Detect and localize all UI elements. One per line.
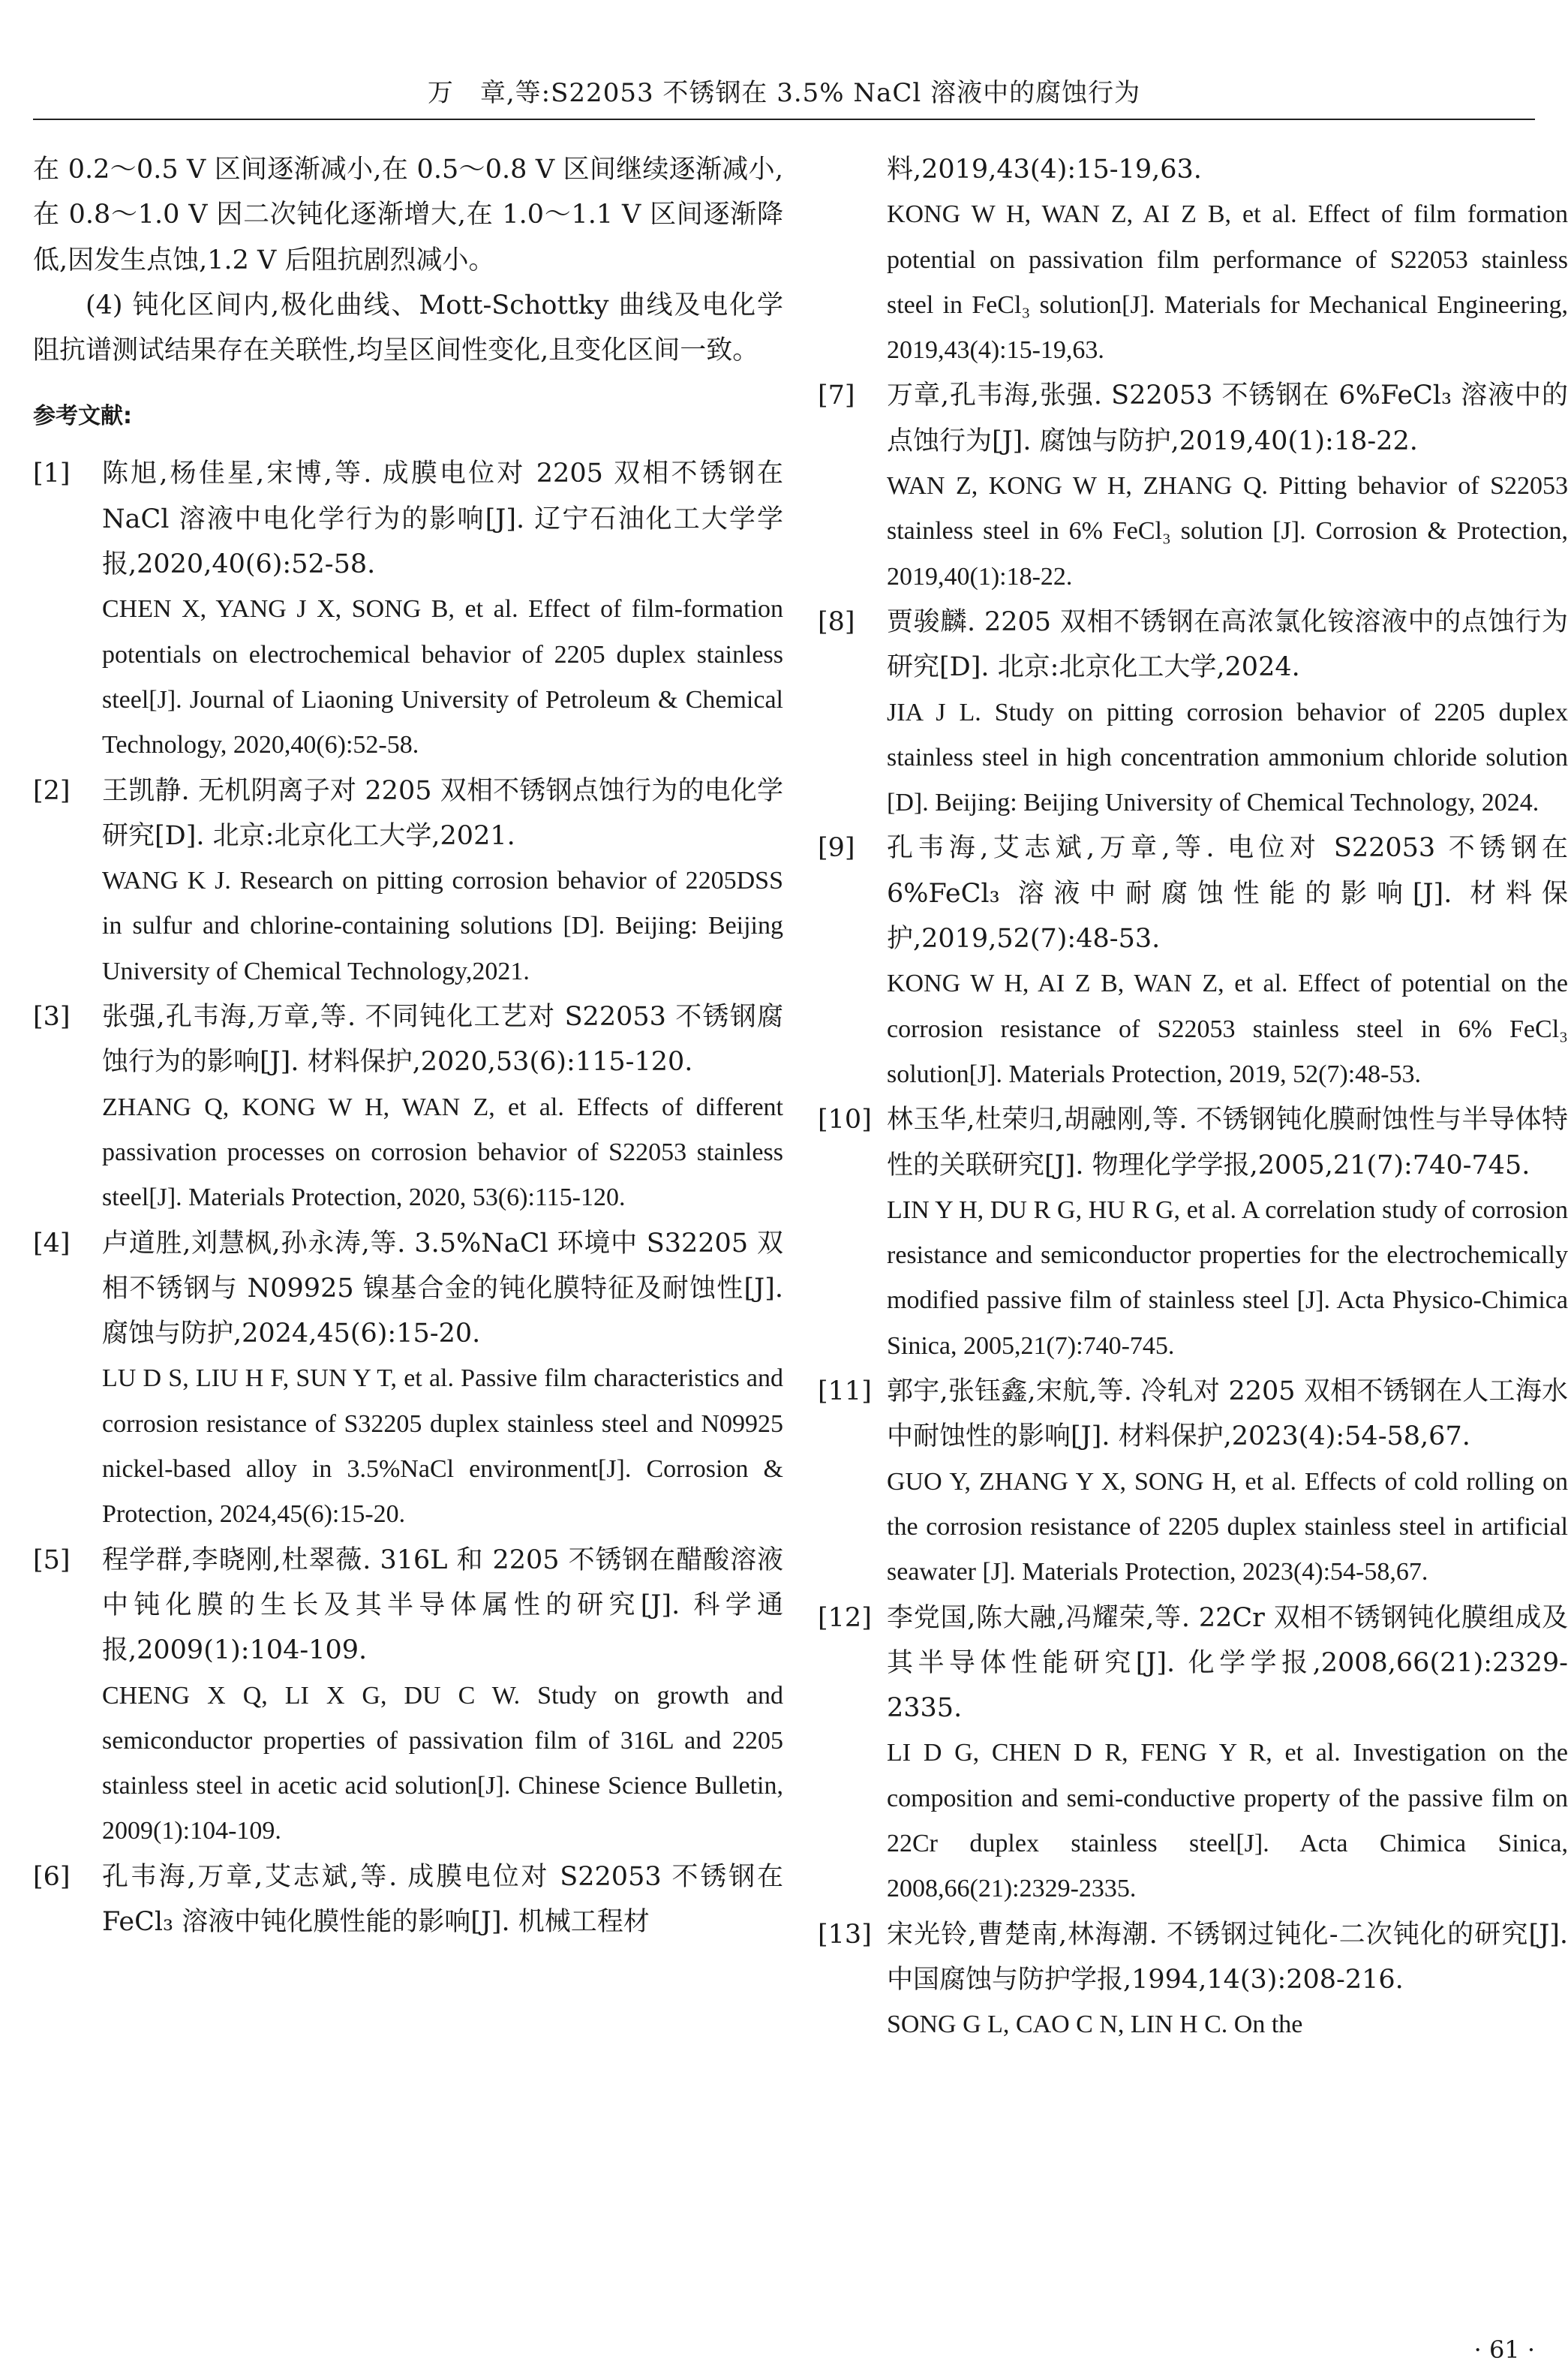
reference-number: [9]	[818, 833, 855, 864]
reference-en: LU D S, LIU H F, SUN Y T, et al. Passive film characteristics and corrosion resistance of S32205 duplex stainless steel and N09925 nickel-based alloy in 3.5%NaCl environment[J]. Corrosion & Protection, 2024,45(6):15-20.	[102, 1364, 783, 1529]
reference-number: [8]	[818, 606, 855, 637]
reference-number: [12]	[818, 1602, 872, 1633]
reference-cn: 卢道胜,刘慧枫,孙永涛,等. 3.5%NaCl 环境中 S32205 双相不锈钢与 N09925 镍基合金的钝化膜特征及耐蚀性[J]. 腐蚀与防护,2024,45(6):15-20.	[102, 1228, 783, 1349]
reference-en: CHENG X Q, LI X G, DU C W. Study on growth and semiconductor properties of passivation film of 316L and 2205 stainless steel in acetic acid solution[J]. Chinese Science Bulletin, 2009(1):104-109.	[102, 1681, 783, 1845]
reference-en: LI D G, CHEN D R, FENG Y R, et al. Investigation on the composition and semi-conductive property of the passive film on 22Cr duplex stainless steel[J]. Acta Chimica Sinica, 2008,66(21):2329-2335.	[887, 1739, 1568, 1903]
reference-number: [13]	[818, 1919, 872, 1950]
reference-2	[33, 768, 783, 994]
page-number: · 61 ·	[1473, 2335, 1535, 2364]
reference-en: WAN Z, KONG W H, ZHANG Q. Pitting behavior of S22053 stainless steel in 6% FeCl₃ solution [J]. Corrosion & Protection, 2019,40(1):18-22.	[887, 472, 1568, 591]
reference-13	[818, 1912, 1568, 2048]
reference-10	[818, 1097, 1568, 1369]
reference-cn: 孔韦海,万章,艾志斌,等. 成膜电位对 S22053 不锈钢在 FeCl₃ 溶液中钝化膜性能的影响[J]. 机械工程材	[102, 1861, 783, 1937]
reference-6-cn-continued: 料,2019,43(4):15-19,63.	[887, 155, 1202, 185]
body-paragraph-4: (4) 钝化区间内,极化曲线、Mott-Schottky 曲线及电化学阻抗谱测试结果存在关联性,均呈区间性变化,且变化区间一致。	[33, 290, 783, 366]
reference-3	[33, 994, 783, 1220]
reference-number: [5]	[33, 1544, 71, 1575]
right-column	[818, 147, 1568, 2047]
reference-6	[33, 1854, 783, 1945]
reference-7	[818, 373, 1568, 599]
reference-number: [6]	[33, 1861, 71, 1892]
reference-en: WANG K J. Research on pitting corrosion behavior of 2205DSS in sulfur and chlorine-containing solutions [D]. Beijing: Beijing University of Chemical Technology,2021.	[102, 867, 783, 985]
reference-9	[818, 826, 1568, 1097]
reference-en: CHEN X, YANG J X, SONG B, et al. Effect of film-formation potentials on electrochemical behavior of 2205 duplex stainless steel[J]. Journal of Liaoning University of Petroleum & Chemical Technology, 2020,40(6):52-58.	[102, 595, 783, 759]
reference-12	[818, 1596, 1568, 1912]
reference-number: [10]	[818, 1105, 872, 1135]
reference-5	[33, 1538, 783, 1854]
reference-cn: 孔韦海,艾志斌,万章,等. 电位对 S22053 不锈钢在 6%FeCl₃ 溶液中耐腐蚀性能的影响[J]. 材料保护,2019,52(7):48-53.	[887, 833, 1568, 955]
reference-cn: 贾骏麟. 2205 双相不锈钢在高浓氯化铵溶液中的点蚀行为研究[D]. 北京:北京化工大学,2024.	[887, 606, 1568, 683]
reference-en: KONG W H, AI Z B, WAN Z, et al. Effect of potential on the corrosion resistance of S22053 stainless steel in 6% FeCl₃ solution[J]. Materials Protection, 2019, 52(7):48-53.	[887, 970, 1568, 1088]
left-column	[33, 147, 783, 1944]
reference-1	[33, 451, 783, 768]
reference-cn: 林玉华,杜荣归,胡融刚,等. 不锈钢钝化膜耐蚀性与半导体特性的关联研究[J]. 物理化学学报,2005,21(7):740-745.	[887, 1105, 1568, 1180]
reference-8	[818, 600, 1568, 826]
reference-en: LIN Y H, DU R G, HU R G, et al. A correlation study of corrosion resistance and semiconductor properties for the electrochemically modified passive film of stainless steel [J]. Acta Physico-Chimica Sinica, 2005,21(7):740-745.	[887, 1196, 1568, 1360]
reference-number: [4]	[33, 1228, 71, 1259]
reference-cn: 李党国,陈大融,冯耀荣,等. 22Cr 双相不锈钢钝化膜组成及其半导体性能研究[J]. 化学学报,2008,66(21):2329-2335.	[887, 1602, 1568, 1724]
running-header: 万 章,等:S22053 不锈钢在 3.5% NaCl 溶液中的腐蚀行为	[427, 78, 1141, 108]
reference-cn: 程学群,李晓刚,杜翠薇. 316L 和 2205 不锈钢在醋酸溶液中钝化膜的生长及其半导体属性的研究[J]. 科学通报,2009(1):104-109.	[102, 1544, 783, 1666]
reference-en: ZHANG Q, KONG W H, WAN Z, et al. Effects of different passivation processes on corrosion behavior of S22053 stainless steel[J]. Materials Protection, 2020, 53(6):115-120.	[102, 1093, 783, 1212]
reference-6-en: KONG W H, WAN Z, AI Z B, et al. Effect of film formation potential on passivation film performance of S22053 stainless steel in FeCl₃ solution[J]. Materials for Mechanical Engineering, 2019,43(4):15-19,63.	[887, 200, 1568, 365]
reference-en: SONG G L, CAO C N, LIN H C. On the	[887, 2011, 1303, 2039]
reference-cn: 郭宇,张钰鑫,宋航,等. 冷轧对 2205 双相不锈钢在人工海水中耐蚀性的影响[J]. 材料保护,2023(4):54-58,67.	[887, 1376, 1568, 1452]
reference-number: [11]	[818, 1376, 872, 1407]
reference-cn: 陈旭,杨佳星,宋博,等. 成膜电位对 2205 双相不锈钢在 NaCl 溶液中电化学行为的影响[J]. 辽宁石油化工大学学报,2020,40(6):52-58.	[102, 459, 783, 580]
reference-cn: 张强,孔韦海,万章,等. 不同钝化工艺对 S22053 不锈钢腐蚀行为的影响[J]. 材料保护,2020,53(6):115-120.	[102, 1002, 783, 1078]
reference-number: [1]	[33, 459, 71, 489]
reference-cn: 宋光铃,曹楚南,林海潮. 不锈钢过钝化-二次钝化的研究[J]. 中国腐蚀与防护学报,1994,14(3):208-216.	[887, 1919, 1568, 1995]
reference-cn: 王凯静. 无机阴离子对 2205 双相不锈钢点蚀行为的电化学研究[D]. 北京:北京化工大学,2021.	[102, 775, 783, 851]
reference-number: [7]	[818, 380, 855, 411]
references-heading: 参考文献:	[33, 403, 132, 430]
header-rule	[33, 119, 1535, 120]
reference-11	[818, 1369, 1568, 1595]
reference-4	[33, 1221, 783, 1538]
reference-en: JIA J L. Study on pitting corrosion behavior of 2205 duplex stainless steel in high concentration ammonium chloride solution [D]. Beijing: Beijing University of Chemical Technology, 2024.	[887, 698, 1568, 817]
reference-cn: 万章,孔韦海,张强. S22053 不锈钢在 6%FeCl₃ 溶液中的点蚀行为[J]. 腐蚀与防护,2019,40(1):18-22.	[887, 380, 1568, 456]
body-paragraph-end: 在 0.2～0.5 V 区间逐渐减小,在 0.5～0.8 V 区间继续逐渐减小,在 0.8～1.0 V 因二次钝化逐渐增大,在 1.0～1.1 V 区间逐渐降低,因发生点蚀,1.2 V 后阻抗剧烈减小。	[33, 155, 783, 275]
reference-number: [3]	[33, 1002, 71, 1033]
reference-number: [2]	[33, 775, 71, 806]
reference-en: GUO Y, ZHANG Y X, SONG H, et al. Effects of cold rolling on the corrosion resistance of 2205 duplex stainless steel in artificial seawater [J]. Materials Protection, 2023(4):54-58,67.	[887, 1467, 1568, 1587]
